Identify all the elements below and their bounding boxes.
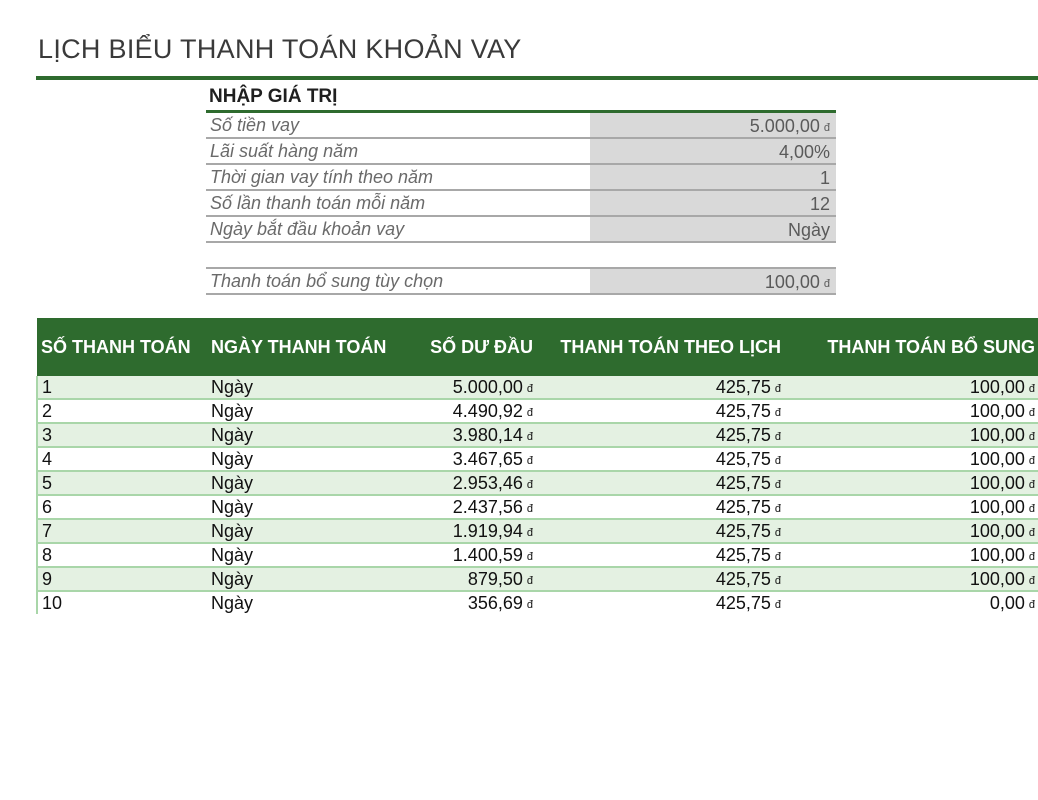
beginning-balance-cell[interactable]: 1.919,94 $^đ$ bbox=[417, 519, 537, 543]
payment-date-cell[interactable]: Ngày bbox=[207, 471, 417, 495]
input-row-loan-years bbox=[206, 165, 836, 191]
input-label: Lãi suất hàng năm bbox=[210, 141, 359, 161]
extra-payment-cell[interactable]: 100,00 $^đ$ bbox=[785, 423, 1038, 447]
beginning-balance-cell[interactable]: 356,69 $^đ$ bbox=[417, 591, 537, 614]
payment-schedule-table bbox=[36, 318, 1038, 614]
table-row bbox=[37, 591, 1038, 614]
input-label: Thanh toán bổ sung tùy chọn bbox=[210, 271, 444, 291]
table-row bbox=[37, 471, 1038, 495]
extra-payment-cell[interactable]: 100,00 $^đ$ bbox=[785, 447, 1038, 471]
header-payment-number[interactable]: SỐ THANH TOÁN bbox=[37, 318, 207, 376]
payment-date-cell[interactable]: Ngày bbox=[207, 591, 417, 614]
scheduled-payment-cell[interactable]: 425,75 $^đ$ bbox=[537, 567, 785, 591]
payment-date-cell[interactable]: Ngày bbox=[207, 543, 417, 567]
input-label: Số lần thanh toán mỗi năm bbox=[210, 193, 426, 213]
table-row bbox=[37, 495, 1038, 519]
table-row bbox=[37, 567, 1038, 591]
input-label: Thời gian vay tính theo năm bbox=[210, 167, 434, 187]
extra-payment-cell[interactable]: 100,00 $^đ$ bbox=[785, 399, 1038, 423]
extra-payment-cell[interactable]: 100,00 $^đ$ bbox=[785, 567, 1038, 591]
scheduled-payment-cell[interactable]: 425,75 $^đ$ bbox=[537, 543, 785, 567]
extra-payment-cell[interactable]: 100,00 $^đ$ bbox=[785, 495, 1038, 519]
input-label: Số tiền vay bbox=[210, 115, 300, 135]
header-extra-payment[interactable]: THANH TOÁN BỔ SUNG bbox=[785, 318, 1038, 376]
beginning-balance-cell[interactable]: 2.953,46 $^đ$ bbox=[417, 471, 537, 495]
optional-extra-payment-field[interactable]: 100,00 $^đ$ bbox=[590, 269, 836, 293]
payment-number-cell[interactable]: 7 bbox=[37, 519, 207, 543]
scheduled-payment-cell[interactable]: 425,75 $^đ$ bbox=[537, 519, 785, 543]
input-row-loan-amount bbox=[206, 113, 836, 139]
extra-payment-cell[interactable]: 100,00 $^đ$ bbox=[785, 543, 1038, 567]
beginning-balance-cell[interactable]: 2.437,56 $^đ$ bbox=[417, 495, 537, 519]
extra-payment-cell[interactable]: 100,00 $^đ$ bbox=[785, 376, 1038, 399]
header-payment-date[interactable]: NGÀY THANH TOÁN bbox=[207, 318, 417, 376]
payment-number-cell[interactable]: 3 bbox=[37, 423, 207, 447]
loan-years-field[interactable]: 1 bbox=[590, 165, 836, 189]
table-row bbox=[37, 376, 1038, 399]
payment-number-cell[interactable]: 10 bbox=[37, 591, 207, 614]
beginning-balance-cell[interactable]: 1.400,59 $^đ$ bbox=[417, 543, 537, 567]
scheduled-payment-cell[interactable]: 425,75 $^đ$ bbox=[537, 447, 785, 471]
input-row-start-date bbox=[206, 217, 836, 243]
payment-number-cell[interactable]: 5 bbox=[37, 471, 207, 495]
scheduled-payment-cell[interactable]: 425,75 $^đ$ bbox=[537, 399, 785, 423]
payment-date-cell[interactable]: Ngày bbox=[207, 447, 417, 471]
table-row bbox=[37, 423, 1038, 447]
beginning-balance-cell[interactable]: 3.980,14 $^đ$ bbox=[417, 423, 537, 447]
scheduled-payment-cell[interactable]: 425,75 $^đ$ bbox=[537, 591, 785, 614]
title-divider bbox=[36, 76, 1038, 80]
input-label: Ngày bắt đầu khoản vay bbox=[210, 219, 405, 239]
input-row-annual-rate bbox=[206, 139, 836, 165]
payment-number-cell[interactable]: 4 bbox=[37, 447, 207, 471]
table-header-row bbox=[37, 318, 1038, 376]
extra-payment-cell[interactable]: 0,00 $^đ$ bbox=[785, 591, 1038, 614]
scheduled-payment-cell[interactable]: 425,75 $^đ$ bbox=[537, 495, 785, 519]
payments-per-year-field[interactable]: 12 bbox=[590, 191, 836, 215]
input-spacer bbox=[206, 243, 836, 269]
loan-amount-field[interactable]: 5.000,00 $^đ$ bbox=[590, 113, 836, 137]
extra-payment-cell[interactable]: 100,00 $^đ$ bbox=[785, 471, 1038, 495]
payment-date-cell[interactable]: Ngày bbox=[207, 495, 417, 519]
payment-date-cell[interactable]: Ngày bbox=[207, 423, 417, 447]
table-row bbox=[37, 399, 1038, 423]
annual-rate-field[interactable]: 4,00% bbox=[590, 139, 836, 163]
payment-date-cell[interactable]: Ngày bbox=[207, 567, 417, 591]
scheduled-payment-cell[interactable]: 425,75 $^đ$ bbox=[537, 423, 785, 447]
table-row bbox=[37, 543, 1038, 567]
page-title: LỊCH BIỂU THANH TOÁN KHOẢN VAY bbox=[38, 34, 522, 64]
scheduled-payment-cell[interactable]: 425,75 $^đ$ bbox=[537, 471, 785, 495]
input-row-optional-extra bbox=[206, 269, 836, 295]
input-section-heading: NHẬP GIÁ TRỊ bbox=[206, 84, 836, 113]
payment-number-cell[interactable]: 6 bbox=[37, 495, 207, 519]
input-row-payments-per-year bbox=[206, 191, 836, 217]
input-values-section bbox=[206, 84, 836, 295]
header-scheduled-payment[interactable]: THANH TOÁN THEO LỊCH bbox=[537, 318, 785, 376]
payment-number-cell[interactable]: 2 bbox=[37, 399, 207, 423]
scheduled-payment-cell[interactable]: 425,75 $^đ$ bbox=[537, 376, 785, 399]
payment-date-cell[interactable]: Ngày bbox=[207, 399, 417, 423]
table-row bbox=[37, 519, 1038, 543]
beginning-balance-cell[interactable]: 5.000,00 $^đ$ bbox=[417, 376, 537, 399]
payment-number-cell[interactable]: 9 bbox=[37, 567, 207, 591]
payment-number-cell[interactable]: 1 bbox=[37, 376, 207, 399]
beginning-balance-cell[interactable]: 879,50 $^đ$ bbox=[417, 567, 537, 591]
extra-payment-cell[interactable]: 100,00 $^đ$ bbox=[785, 519, 1038, 543]
beginning-balance-cell[interactable]: 4.490,92 $^đ$ bbox=[417, 399, 537, 423]
beginning-balance-cell[interactable]: 3.467,65 $^đ$ bbox=[417, 447, 537, 471]
table-row bbox=[37, 447, 1038, 471]
start-date-field[interactable]: Ngày bbox=[590, 217, 836, 241]
header-beginning-balance[interactable]: SỐ DƯ ĐẦU bbox=[417, 318, 537, 376]
payment-number-cell[interactable]: 8 bbox=[37, 543, 207, 567]
payment-date-cell[interactable]: Ngày bbox=[207, 376, 417, 399]
payment-date-cell[interactable]: Ngày bbox=[207, 519, 417, 543]
